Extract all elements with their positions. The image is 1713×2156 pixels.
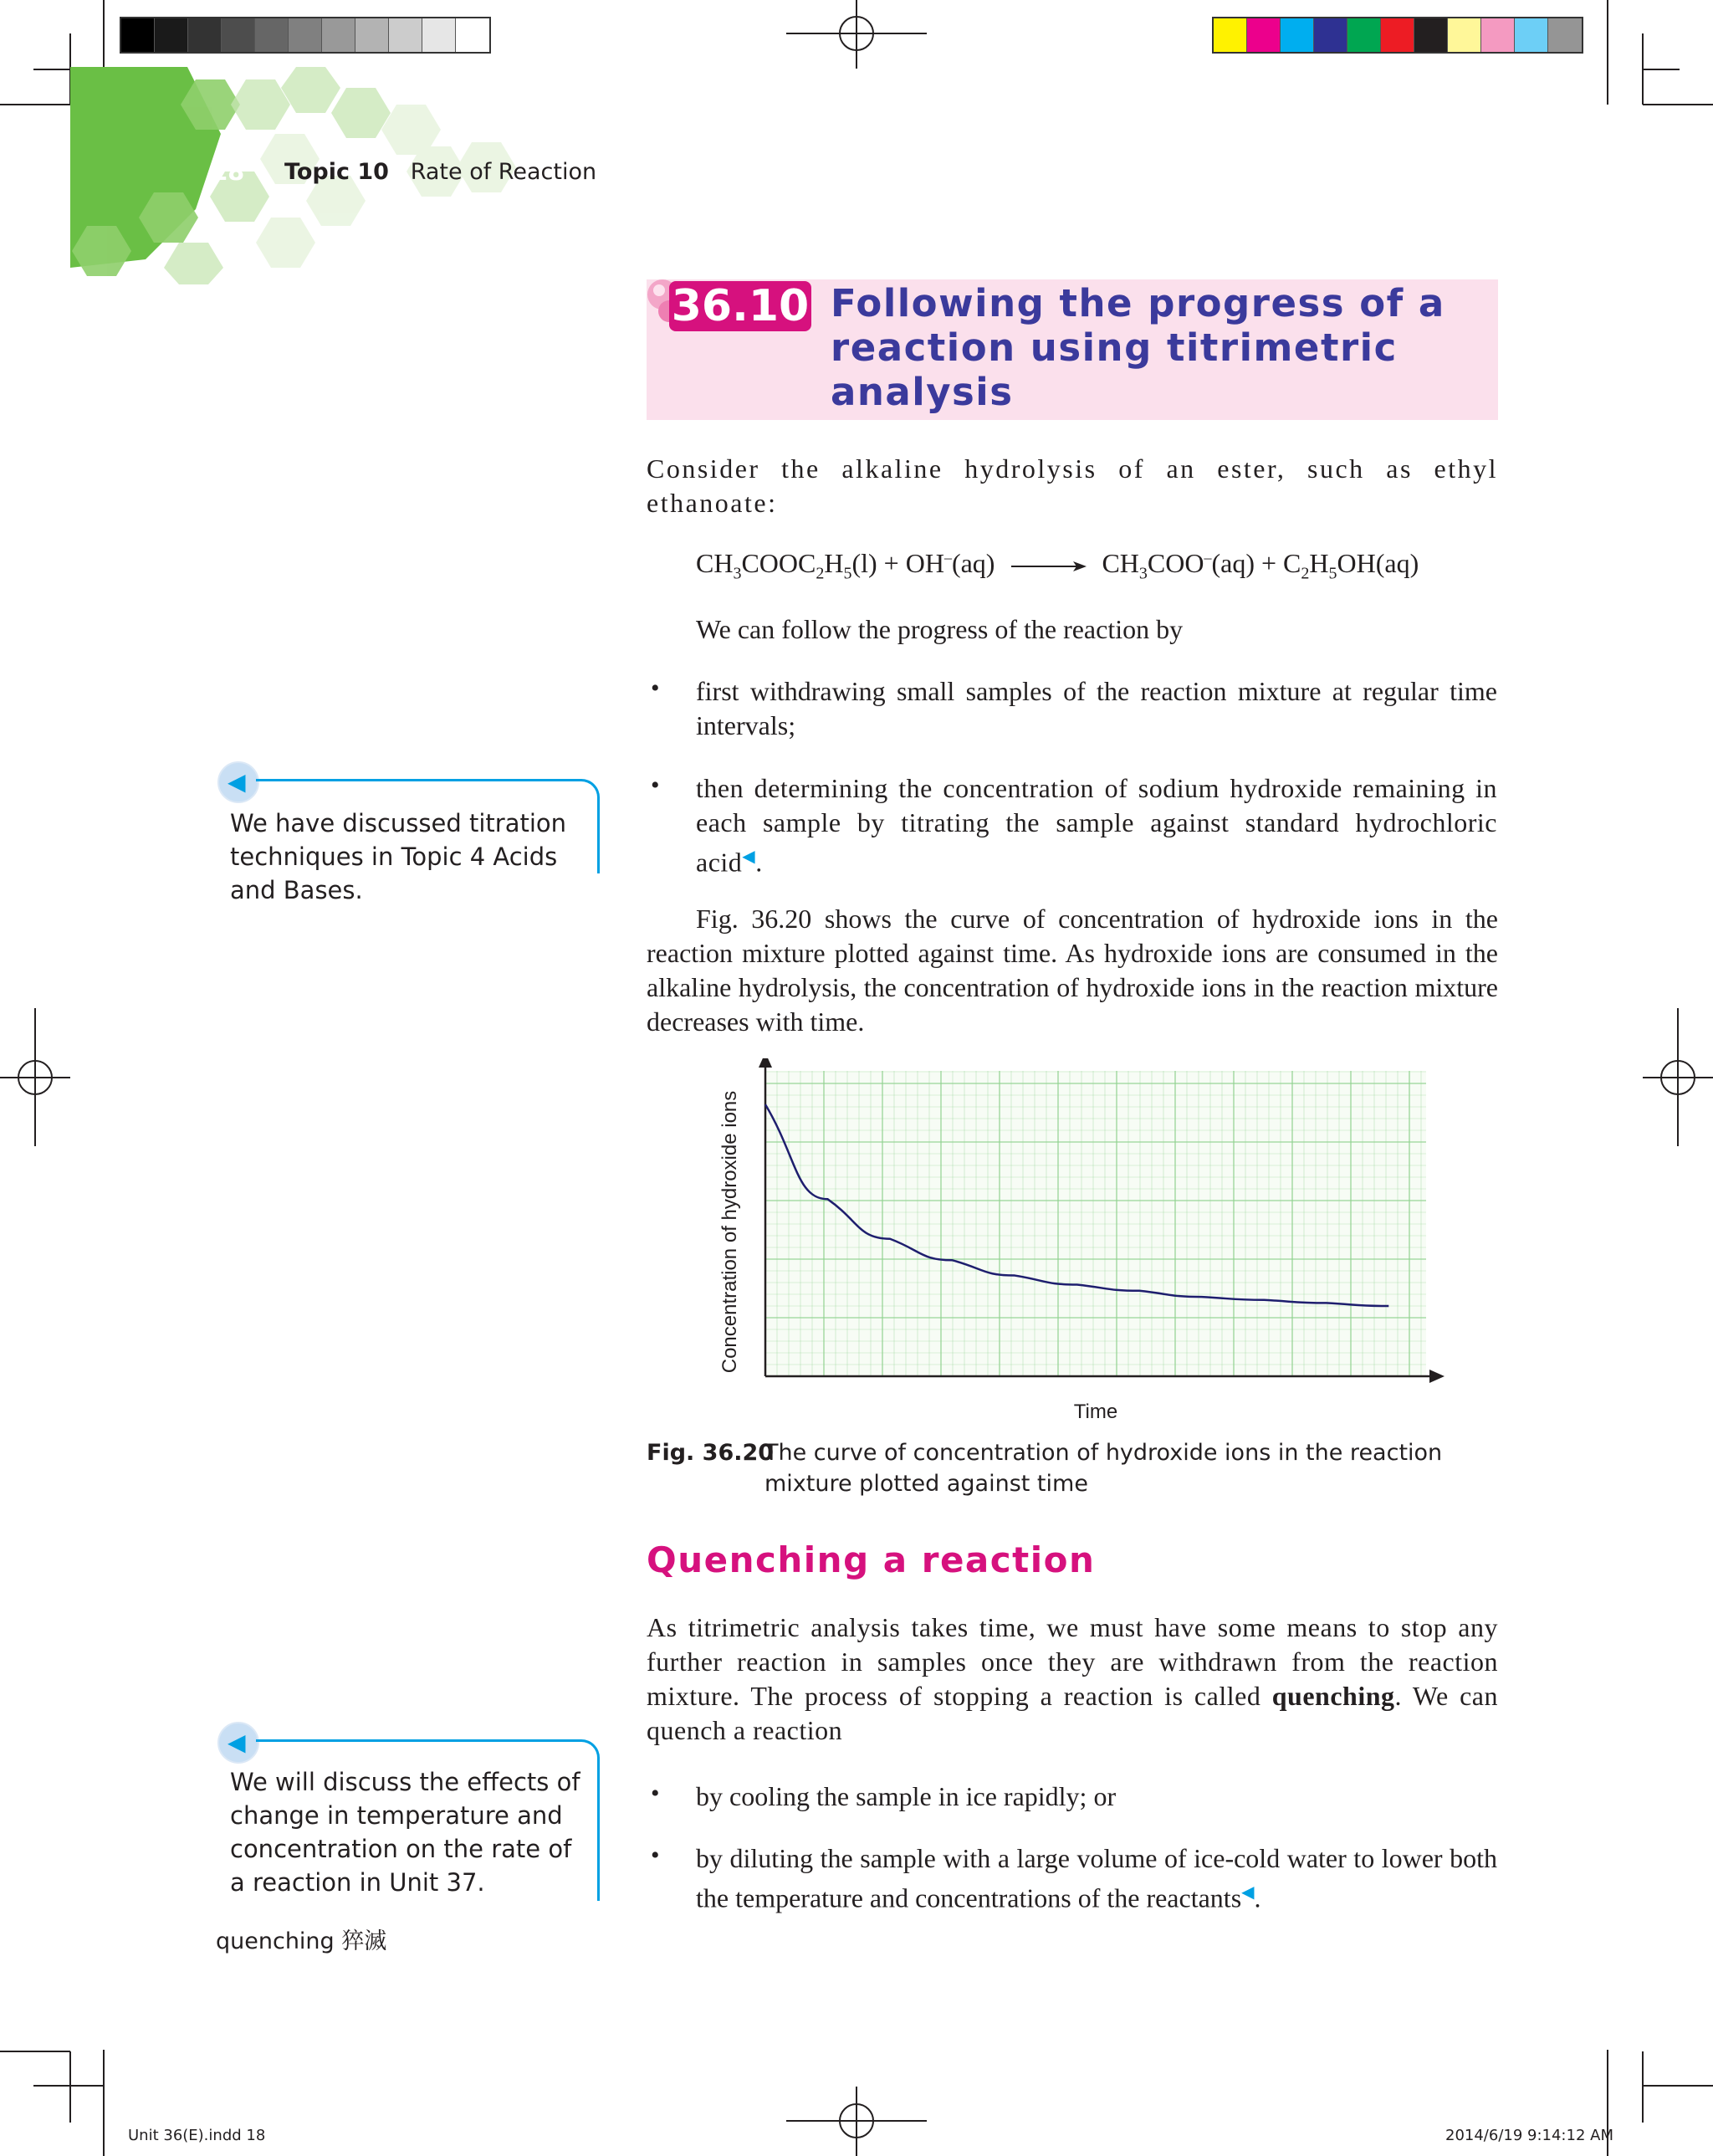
intro-paragraph: Consider the alkaline hydrolysis of an ester, such as ethyl ethanoate: (647, 453, 1498, 518)
method-1: by cooling the sample in ice rapidly; or (696, 1781, 1117, 1811)
bullet-1: • (651, 674, 660, 702)
figure-label: Fig. 36.20 (647, 1440, 775, 1466)
figure-caption-text: The curve of concentration of hydroxide ions in the reaction mixture plotted against time (764, 1440, 1443, 1497)
y-axis-arrow (759, 1058, 772, 1068)
running-header (284, 159, 596, 185)
footer-file: Unit 36(E).indd 18 (128, 2127, 266, 2144)
plot-area (765, 1071, 1426, 1376)
chemical-equation (696, 548, 1419, 583)
bullet-2: • (651, 771, 660, 799)
quenching-heading: Quenching a reaction (647, 1539, 1096, 1580)
quench-paragraph: As titrimetric analysis takes time, we must have some means to stop any further reaction in samples once they are withdrawn from the reaction mixture. The process of stopping a reaction is called quenching. We can quench a reaction (647, 1612, 1499, 1745)
glossary-entry: quenching 猝滅 (216, 1928, 387, 1954)
step-2: then determining the concentration of sodium hydroxide remaining in each sample by titrating the sample against standard hydrochloric acid◀. (696, 773, 1497, 878)
section-number: 36.10 (669, 281, 811, 331)
footer-timestamp: 2014/6/19 9:14:12 AM (1445, 2127, 1613, 2144)
note-marker-icon-2: ◀ (1241, 1883, 1255, 1902)
x-axis-label: Time (1073, 1401, 1118, 1423)
equation-reactants: $CH_3COOC_2H_5(l) + OH^-(aq)$ (696, 548, 995, 583)
bullet-4: • (651, 1841, 660, 1869)
page-number: 18 (211, 157, 245, 186)
reaction-arrow-icon (1008, 558, 1088, 575)
step-1: first withdrawing small samples of the reaction mixture at regular time intervals; (696, 676, 1497, 740)
y-axis-label: Concentration of hydroxide ions (718, 1090, 741, 1374)
note-2-text: We will discuss the effects of change in temperature and concentration on the rate of a reaction in Unit 37. (230, 1768, 580, 1897)
concentration-chart (703, 1058, 1455, 1426)
follow-intro: We can follow the progress of the reaction by (696, 614, 1184, 644)
equation-products: $CH_3COO^-(aq) + C_2H_5OH(aq)$ (1102, 548, 1419, 583)
fig-paragraph: Fig. 36.20 shows the curve of concentration of hydroxide ions in the reaction mixture plotted against time. As hydroxide ions are consumed in the alkaline hydrolysis, the concentration of hydroxide ions in the reaction mixture decreases with time. (647, 904, 1498, 1037)
figure-caption (647, 1437, 1500, 1497)
topic-label: Topic 10 (284, 159, 389, 185)
quenching-term: quenching (1271, 1681, 1395, 1711)
section-title: Following the progress of a reaction using titrimetric analysis (831, 281, 1445, 414)
bullet-3: • (651, 1780, 660, 1807)
note-marker-icon: ◀ (742, 848, 756, 866)
gray-scale-bar (120, 17, 491, 54)
method-2: by diluting the sample with a large volume of ice-cold water to lower both the temperature and concentrations of the reactants◀. (696, 1843, 1497, 1913)
note-1-play-icon: ◀ (228, 770, 246, 796)
note-2-play-icon: ◀ (228, 1730, 246, 1756)
x-axis-arrow (1429, 1370, 1445, 1383)
topic-title: Rate of Reaction (410, 159, 597, 185)
color-bar (1212, 17, 1583, 54)
note-1-text: We have discussed titration techniques in Topic 4 Acids and Bases. (230, 809, 567, 904)
